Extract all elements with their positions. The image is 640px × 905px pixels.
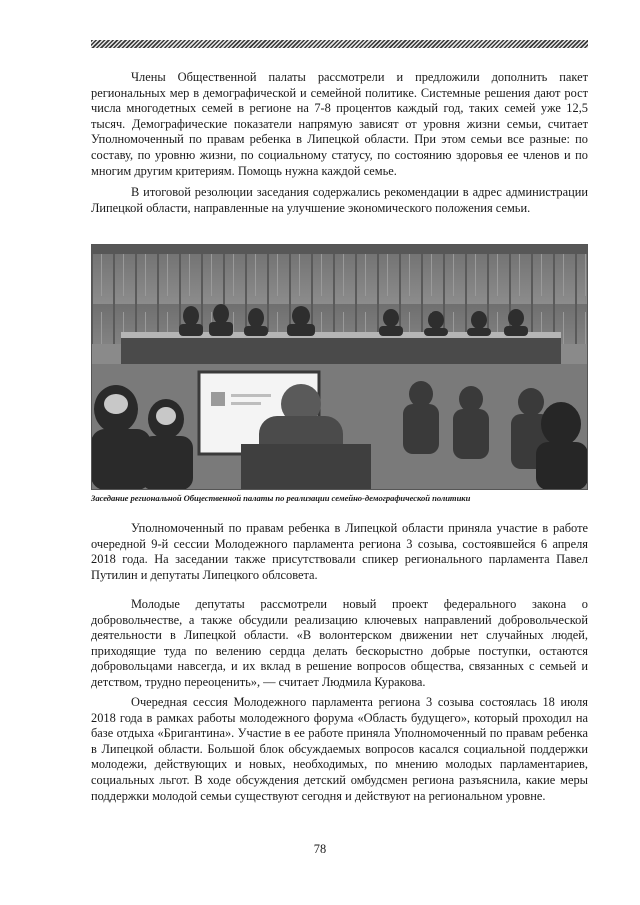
photo-caption: Заседание региональной Общественной палаты по реализации семейно-демографической политики (91, 493, 471, 503)
page-number: 78 (313, 842, 327, 856)
paragraph-volunteering: Молодые депутаты рассмотрели новый проект федерального закона о добровольчестве, а также обсудили реализацию ключевых направлений добровольческой деятельности в Липецкой области. «В волонтерском движении нет случайных людей, приходящие туда по велению сердца делать бескорыстно добрые поступки, остаются добровольцами навсегда, и их вклад в решение вопросов общества, связанных с семьей и детством, трудно переоценить», — считает Людмила Куракова. (91, 597, 588, 689)
paragraph-youth-parliament: Уполномоченный по правам ребенка в Липецкой области приняла участие в работе очередной 9-й сессии Молодежного парламента региона 3 созыва, состоявшейся 6 апреля 2018 года. На заседании также присутствовали спикер регионального парламента Павел Путилин и депутаты Липецкого облсовета. (91, 521, 588, 582)
meeting-photo (91, 244, 588, 490)
paragraph-resolution: В итоговой резолюции заседания содержались рекомендации в адрес администрации Липецкой области, направленные на улучшение экономического положения семьи. (91, 185, 588, 215)
paragraph-public-chamber: Члены Общественной палаты рассмотрели и предложили дополнить пакет региональных мер в демографической и семейной политике. Системные решения дают рост числа многодетных семей в регионе на 7-8 процентов каждый год, таких семей уже 12,5 тысяч. Демографические показатели напрямую зависят от уровня жизни семьи, считает Уполномоченный по правам ребенка в Липецкой области. При этом семьи все разные: по составу, по уровню жизни, по социальному статусу, по состоянию здоровья ее членов и по многим другим критериям. Помощь нужна каждой семье. (91, 70, 588, 178)
paragraph-session-brigantina: Очередная сессия Молодежного парламента региона 3 созыва состоялась 18 июля 2018 года в рамках работы молодежного форума «Область будущего», который проходил на базе отдыха «Бригантина». Участие в ее работе приняла Уполномоченный по правам ребенка в Липецкой области. Большой блок обсуждаемых вопросов касался социальной поддержки молодежи, действующих и новых, необходимых, по мнению молодых парламентариев, социальных льгот. В ходе обсуждения детский омбудсмен региона разъяснила, какие меры поддержки молодой семьи существуют сегодня и действуют на региональном уровне. (91, 695, 588, 803)
header-rule (91, 40, 588, 48)
